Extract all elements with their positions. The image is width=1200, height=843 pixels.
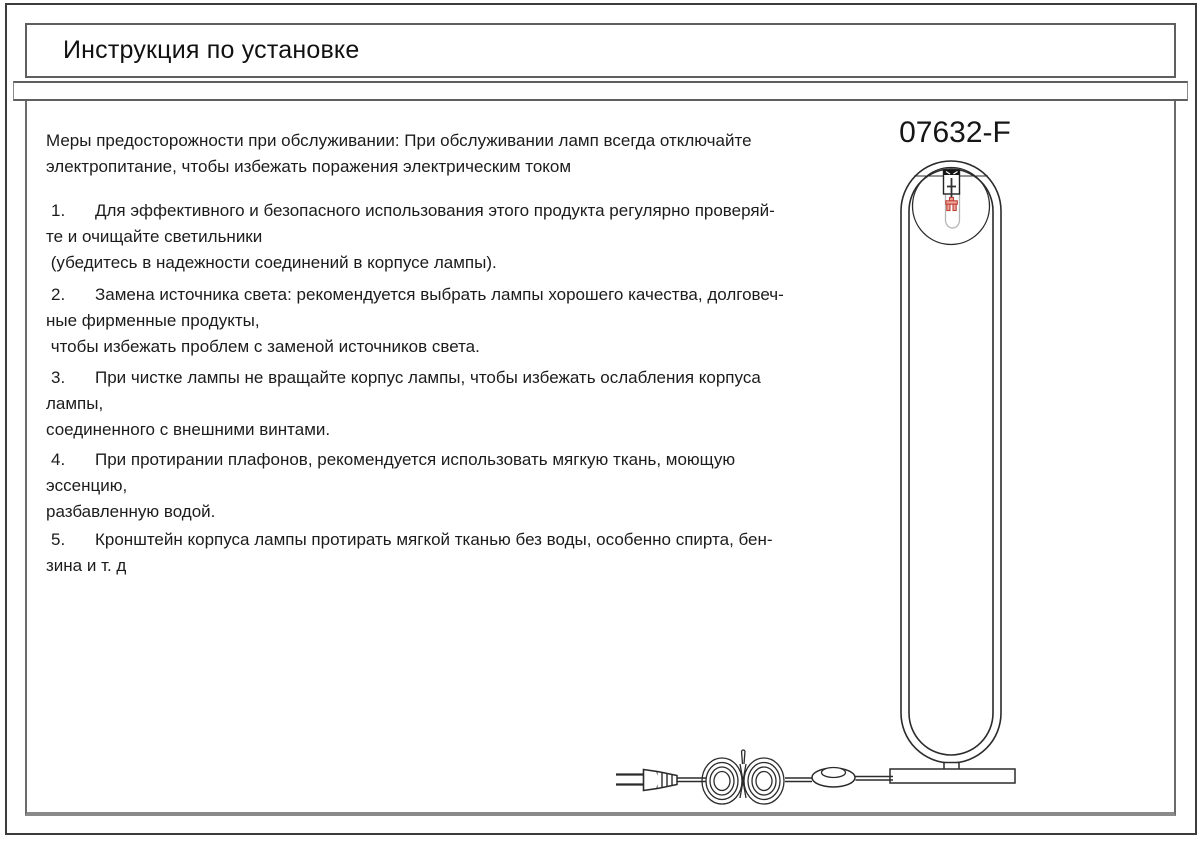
intro-line-1: Меры предосторожности при обслуживании: При обслуживании ламп всегда отключайте [46,131,752,150]
item-1-line-2: те и очищайте светильники [46,227,263,246]
item-5-line-2: зина и т. д [46,556,127,575]
item-3-number: 3. [51,368,66,387]
item-2-text: Замена источника света: рекомендуется выбрать лампы хорошего качества, долговеч- [95,285,784,304]
item-3-line-2: лампы, [46,394,104,413]
item-4-text: При протирании плафонов, рекомендуется использовать мягкую ткань, моющую [95,450,736,469]
instruction-item-5 [46,527,786,579]
item-3-line-1 [46,365,786,391]
intro-line-2: электропитание, чтобы избежать поражения электрическим током [46,157,572,176]
instruction-item-3 [46,365,786,443]
item-4-line-3: разбавленную водой. [46,502,216,521]
item-1-line-1 [46,198,786,224]
item-2-line-2: ные фирменные продукты, [46,311,260,330]
instruction-item-1 [46,198,786,276]
instruction-item-4 [46,447,786,525]
item-5-line-1 [46,527,786,553]
instructions-text-column [46,0,786,843]
item-5-text: Кронштейн корпуса лампы протирать мягкой тканью без воды, особенно спирта, бен- [95,530,773,549]
item-1-number: 1. [51,201,66,220]
model-number-label: 07632-F [899,116,1011,149]
item-2-line-1 [46,282,786,308]
item-2-number: 2. [51,285,66,304]
item-1-text: Для эффективного и безопасного использования этого продукта регулярно проверяй- [95,201,775,220]
safety-intro-paragraph [46,128,786,180]
item-3-text: При чистке лампы не вращайте корпус лампы, чтобы избежать ослабления корпуса [95,368,761,387]
item-5-number: 5. [51,530,66,549]
page-title: Инструкция по установке [63,36,360,64]
item-1-line-3: (убедитесь в надежности соединений в корпусе лампы). [46,253,497,272]
instruction-item-2 [46,282,786,360]
item-4-line-2: эссенцию, [46,476,128,495]
item-3-line-3: соединенного с внешними винтами. [46,420,331,439]
item-2-line-3: чтобы избежать проблем с заменой источников света. [46,337,480,356]
item-4-number: 4. [51,450,66,469]
item-4-line-1 [46,447,786,473]
